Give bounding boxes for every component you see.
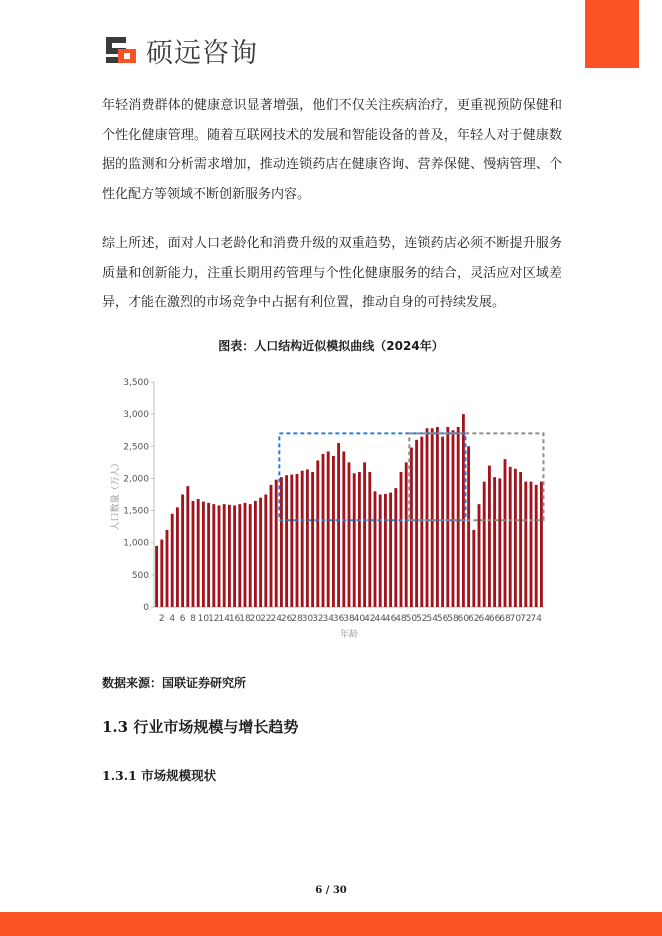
bar (368, 472, 371, 607)
bar (353, 473, 356, 607)
bar (244, 503, 247, 607)
y-axis-title: 人口数量（万人） (111, 458, 121, 531)
x-tick-label: 36 (332, 614, 345, 624)
bar (322, 454, 325, 607)
y-tick-label: 1,500 (123, 506, 149, 517)
x-tick-label: 46 (384, 614, 397, 624)
y-tick-label: 3,500 (123, 378, 149, 388)
x-tick-label: 48 (395, 614, 407, 624)
x-axis-title: 年龄 (339, 630, 359, 640)
section-heading: 1.3 行业市场规模与增长趋势 (102, 718, 299, 736)
bar (483, 482, 486, 607)
bar (400, 472, 403, 607)
logo-mark-icon (104, 35, 138, 65)
bar (519, 472, 522, 607)
bar (171, 514, 174, 607)
x-tick-label: 60 (457, 614, 470, 624)
y-tick-label: 3,000 (123, 410, 149, 421)
x-tick-label: 12 (208, 614, 220, 624)
bar (316, 460, 319, 607)
bar (181, 495, 184, 608)
chart-canvas (104, 370, 564, 650)
x-tick-label: 64 (478, 614, 490, 624)
bar (478, 504, 481, 607)
bar (275, 480, 278, 607)
bar (238, 504, 241, 607)
x-tick-label: 58 (447, 614, 459, 624)
x-tick-label: 40 (353, 614, 366, 624)
bar (285, 475, 288, 607)
bar (233, 505, 236, 607)
bar (379, 495, 382, 608)
bar (426, 428, 429, 607)
bar (202, 502, 205, 607)
bar (405, 462, 408, 607)
x-tick-label: 18 (239, 614, 251, 624)
bar (207, 503, 210, 607)
bar (472, 530, 475, 607)
bar (384, 494, 387, 607)
y-tick-label: 500 (131, 570, 149, 581)
bar (254, 501, 257, 607)
x-tick-label: 24 (270, 614, 282, 624)
x-tick-label: 70 (509, 614, 522, 624)
bar (176, 507, 179, 607)
bar (514, 469, 517, 607)
x-tick-label: 44 (374, 614, 386, 624)
x-tick-label: 32 (312, 614, 324, 624)
bar (296, 474, 299, 607)
x-tick-label: 26 (280, 614, 293, 624)
bar (155, 546, 158, 607)
bar (337, 443, 340, 607)
bar (280, 477, 283, 607)
x-tick-label: 62 (468, 614, 480, 624)
annotation-box (409, 433, 543, 520)
bar (389, 493, 392, 607)
bar (249, 504, 252, 607)
brand-logo (104, 30, 258, 70)
x-tick-label: 20 (249, 614, 262, 624)
x-tick-label: 8 (190, 614, 196, 624)
x-tick-label: 56 (436, 614, 449, 624)
bar (264, 495, 267, 608)
bar (342, 451, 345, 607)
bar (493, 477, 496, 607)
bar (410, 448, 413, 607)
x-tick-label: 50 (405, 614, 418, 624)
bar (530, 482, 533, 607)
bar (160, 540, 163, 608)
bar (441, 437, 444, 607)
bar (270, 485, 273, 607)
x-tick-label: 52 (416, 614, 428, 624)
bar (223, 504, 226, 607)
bar (436, 427, 439, 607)
x-tick-label: 66 (488, 614, 501, 624)
x-tick-label: 34 (322, 614, 334, 624)
bar (301, 471, 304, 607)
x-tick-label: 54 (426, 614, 438, 624)
x-tick-label: 22 (260, 614, 272, 624)
data-source: 数据来源：国联证券研究所 (102, 676, 247, 690)
x-tick-label: 38 (343, 614, 355, 624)
bar (431, 428, 434, 607)
x-tick-label: 30 (301, 614, 314, 624)
bar (311, 472, 314, 607)
bar (290, 475, 293, 607)
bar (446, 427, 449, 607)
corner-accent-block (585, 0, 639, 68)
paragraph-1: 年轻消费群体的健康意识显著增强，他们不仅关注疾病治疗，更重视预防保健和个性化健康管理。随着互联网技术的发展和智能设备的普及，年轻人对于健康数据的监测和分析需求增加，推动连锁药店在健康咨询、营养保健、慢病管理、个性化配方等领域不断创新服务内容。 (102, 98, 562, 202)
x-tick-label: 74 (530, 614, 542, 624)
x-tick-label: 14 (218, 614, 230, 624)
bar (374, 491, 377, 607)
x-tick-label: 28 (291, 614, 303, 624)
bar (363, 462, 366, 607)
bar (306, 469, 309, 607)
bar (166, 530, 169, 607)
bar (186, 486, 189, 607)
subsection-heading: 1.3.1 市场规模现状 (102, 768, 217, 783)
x-tick-label: 42 (364, 614, 376, 624)
bar (504, 459, 507, 607)
bar (462, 414, 465, 607)
population-chart (104, 370, 564, 654)
x-tick-label: 72 (520, 614, 532, 624)
bar (212, 504, 215, 607)
logo-text: 硕远咨询 (146, 37, 258, 69)
bar (228, 505, 231, 607)
bar (467, 446, 470, 607)
bar (394, 488, 397, 607)
bar (498, 478, 501, 607)
bar (509, 467, 512, 607)
bar (524, 482, 527, 607)
x-tick-label: 68 (499, 614, 511, 624)
bar (452, 430, 455, 607)
x-tick-label: 10 (197, 614, 210, 624)
bar (420, 437, 423, 607)
bar (327, 451, 330, 607)
bar (192, 501, 195, 607)
x-tick-label: 2 (158, 614, 165, 624)
bar (348, 462, 351, 607)
y-tick-label: 1,000 (123, 538, 149, 549)
bar (218, 505, 221, 607)
paragraph-2: 综上所述，面对人口老龄化和消费升级的双重趋势，连锁药店必须不断提升服务质量和创新能力，注重长期用药管理与个性化健康服务的结合，灵活应对区域差异，才能在激烈的市场竞争中占据有利位置，推动自身的可持续发展。 (102, 236, 562, 310)
y-tick-label: 2,000 (123, 474, 149, 485)
page-number: 6 / 30 (315, 885, 347, 896)
bar (332, 456, 335, 607)
bar (540, 482, 543, 607)
bar (457, 427, 460, 607)
bar (535, 485, 538, 607)
chart-caption: 图表：人口结构近似模拟曲线（2024年） (218, 339, 444, 353)
x-tick-label: 6 (179, 614, 186, 624)
bar (358, 472, 361, 607)
x-tick-label: 16 (228, 614, 241, 624)
y-tick-label: 2,500 (123, 442, 149, 453)
bar (259, 498, 262, 607)
bar (415, 440, 418, 607)
bar (197, 499, 200, 607)
footer-accent-bar (0, 912, 662, 936)
bar (488, 466, 491, 607)
x-tick-label: 4 (169, 614, 176, 624)
y-tick-label: 0 (143, 603, 149, 613)
